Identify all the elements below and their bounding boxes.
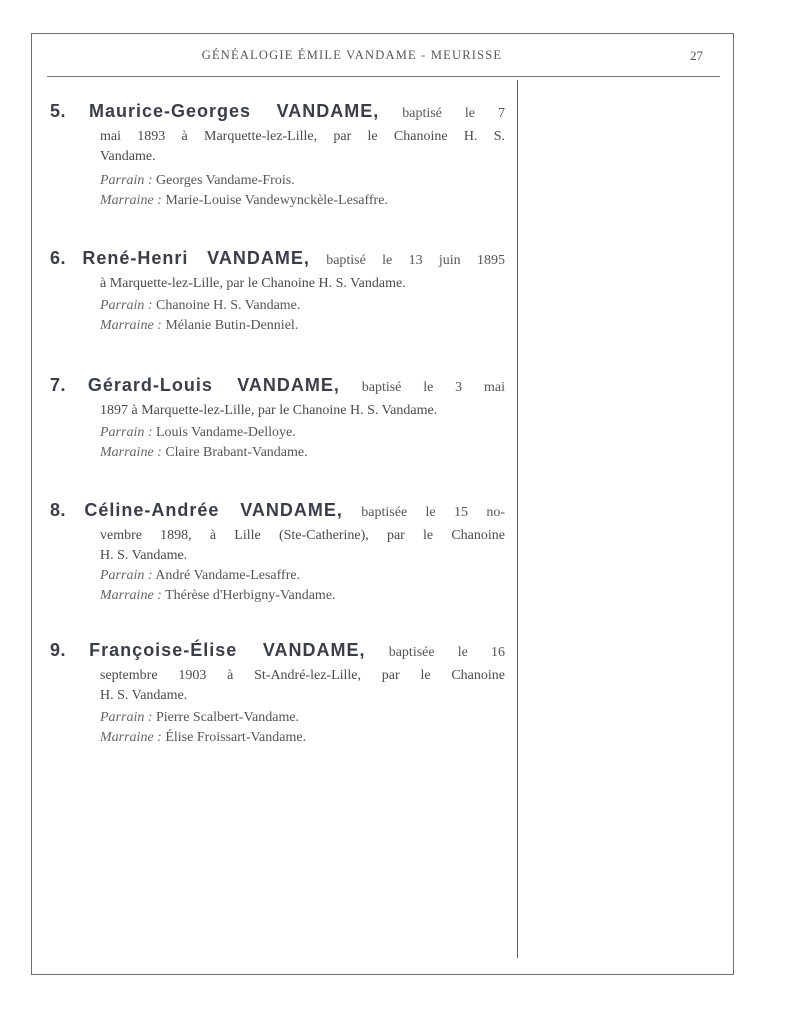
godmother-name: Claire Brabant-Vandame. [165, 445, 308, 460]
entry-heading [50, 497, 505, 526]
godmother-label: Marraine : [100, 588, 162, 603]
godfather-name: André Vandame-Lesaffre. [155, 568, 301, 583]
entry-number: 5. [50, 101, 67, 121]
godmother-name: Thérèse d'Herbigny-Vandame. [165, 588, 336, 603]
godmother-line [50, 728, 505, 748]
entry-text: vembre 1898, à Lille (Ste-Catherine), par le Chanoine [100, 528, 505, 543]
entry-number: 9. [50, 640, 67, 660]
godfather-name: Georges Vandame-Frois. [156, 173, 295, 188]
entry-text: baptisée le 15 no- [361, 505, 506, 520]
godfather-line [50, 296, 505, 316]
column-rule [517, 80, 518, 958]
entry-name: Maurice-Georges VANDAME, [89, 101, 380, 121]
godfather-line [50, 171, 505, 191]
godmother-line [50, 443, 505, 463]
entry-number: 8. [50, 500, 67, 520]
entry-5 [50, 98, 505, 211]
godmother-line [50, 316, 505, 336]
godfather-line [50, 423, 505, 443]
entry-number: 6. [50, 248, 67, 268]
godmother-name: Élise Froissart-Vandame. [165, 730, 307, 745]
entry-text: septembre 1903 à St-André-lez-Lille, par le Chanoine [100, 668, 505, 683]
entry-text: Vandame. [100, 149, 156, 164]
entry-name: Françoise-Élise VANDAME, [89, 640, 366, 660]
godmother-label: Marraine : [100, 193, 162, 208]
godmother-line [50, 586, 505, 606]
entry-7 [50, 372, 505, 463]
godmother-line [50, 191, 505, 211]
header-rule [47, 76, 720, 77]
godfather-name: Louis Vandame-Delloye. [156, 425, 296, 440]
godfather-name: Chanoine H. S. Vandame. [156, 298, 301, 313]
entry-name: René-Henri VANDAME, [82, 248, 310, 268]
godmother-name: Marie-Louise Vandewynckèle-Lesaffre. [165, 193, 388, 208]
godmother-label: Marraine : [100, 318, 162, 333]
godfather-name: Pierre Scalbert-Vandame. [156, 710, 300, 725]
entry-9 [50, 637, 505, 748]
entry-text: 1897 à Marquette-lez-Lille, par le Chanoine H. S. Vandame. [100, 403, 438, 418]
entry-8 [50, 497, 505, 606]
entry-text: H. S. Vandame. [100, 688, 188, 703]
godfather-label: Parrain : [100, 298, 153, 313]
entry-text: à Marquette-lez-Lille, par le Chanoine H. S. Vandame. [100, 276, 406, 291]
godmother-label: Marraine : [100, 445, 162, 460]
godfather-label: Parrain : [100, 710, 153, 725]
entry-heading [50, 372, 505, 401]
godfather-label: Parrain : [100, 425, 153, 440]
entry-text: mai 1893 à Marquette-lez-Lille, par le Chanoine H. S. [100, 129, 505, 144]
entry-number: 7. [50, 375, 67, 395]
entry-heading [50, 98, 505, 127]
godfather-line [50, 708, 505, 728]
entry-name: Céline-Andrée VANDAME, [84, 500, 343, 520]
entry-text: baptisé le 13 juin 1895 [326, 253, 506, 268]
entry-text: baptisé le 3 mai [361, 380, 506, 395]
godmother-label: Marraine : [100, 730, 162, 745]
entry-text: baptisé le 7 [402, 106, 505, 121]
godfather-line [50, 566, 505, 586]
running-header: GÉNÉALOGIE ÉMILE VANDAME - MEURISSE [201, 48, 503, 62]
entry-text: baptisée le 16 [388, 645, 505, 660]
entry-6 [50, 245, 505, 336]
entry-heading [50, 637, 505, 666]
page-number: 27 [690, 48, 703, 63]
godfather-label: Parrain : [100, 568, 153, 583]
godfather-label: Parrain : [100, 173, 153, 188]
godmother-name: Mélanie Butin-Denniel. [165, 318, 299, 333]
entry-heading [50, 245, 505, 274]
entry-name: Gérard-Louis VANDAME, [87, 375, 340, 395]
entry-text: H. S. Vandame. [100, 548, 188, 563]
